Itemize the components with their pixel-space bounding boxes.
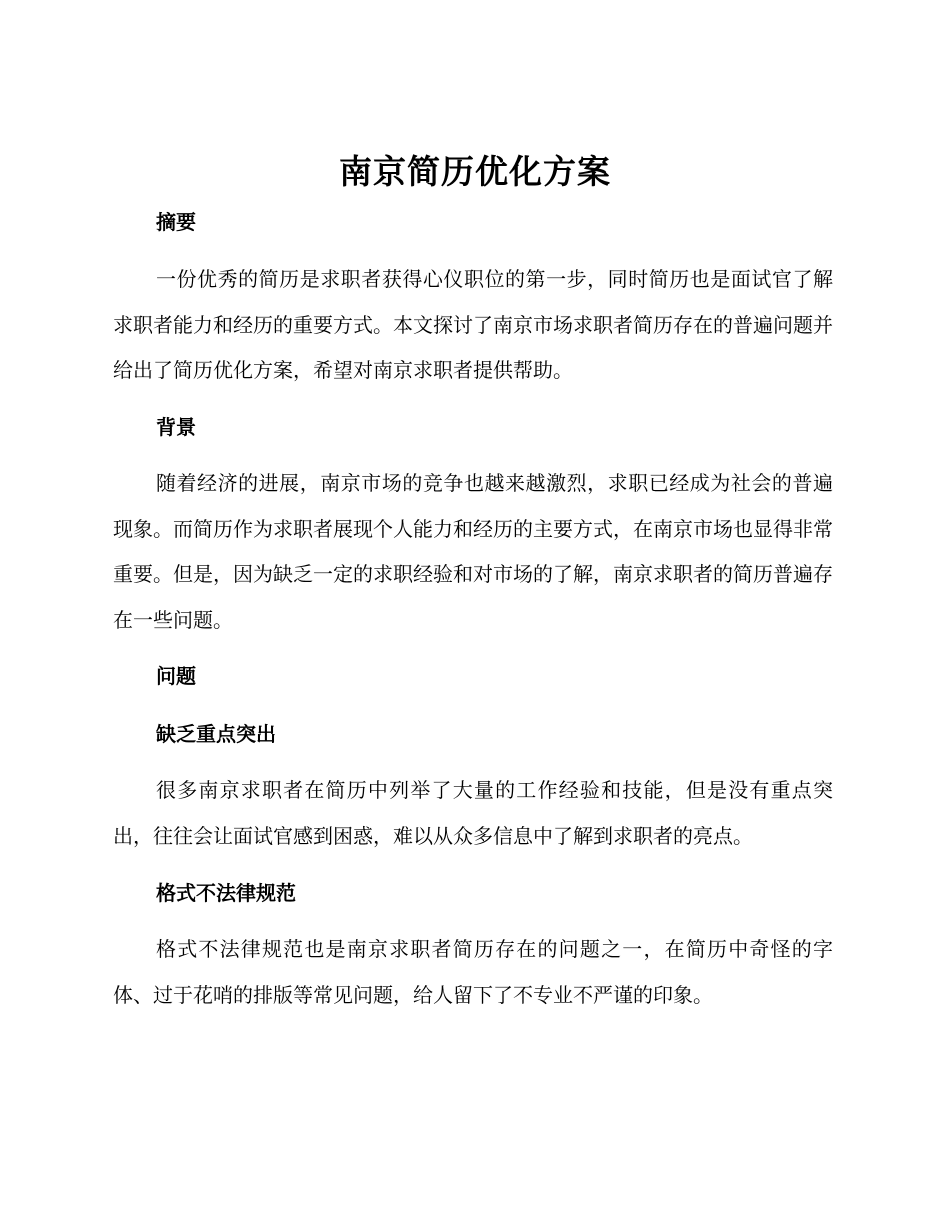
section-heading-abstract: 摘要 [156, 210, 196, 234]
subsection-heading-format: 格式不法律规范 [156, 881, 296, 905]
paragraph-abstract: 一份优秀的简历是求职者获得心仪职位的第一步，同时简历也是面试官了解求职者能力和经历的重要方式。本文探讨了南京市场求职者简历存在的普遍问题并给出了简历优化方案，希望对南京求职者提供帮助。 [113, 267, 833, 382]
document-title: 南京简历优化方案 [339, 152, 611, 191]
section-heading-background: 背景 [156, 415, 196, 439]
paragraph-lack-focus: 很多南京求职者在简历中列举了大量的工作经验和技能，但是没有重点突出，往往会让面试官感到困惑，难以从众多信息中了解到求职者的亮点。 [113, 778, 833, 848]
paragraph-format: 格式不法律规范也是南京求职者简历存在的问题之一，在简历中奇怪的字体、过于花哨的排版等常见问题，给人留下了不专业不严谨的印象。 [113, 937, 833, 1007]
subsection-heading-lack-focus: 缺乏重点突出 [156, 722, 276, 746]
paragraph-background: 随着经济的进展，南京市场的竞争也越来越激烈，求职已经成为社会的普遍现象。而简历作为求职者展现个人能力和经历的主要方式，在南京市场也显得非常重要。但是，因为缺乏一定的求职经验和对市场的了解，南京求职者的简历普遍存在一些问题。 [113, 471, 833, 632]
section-heading-problems: 问题 [156, 664, 196, 688]
